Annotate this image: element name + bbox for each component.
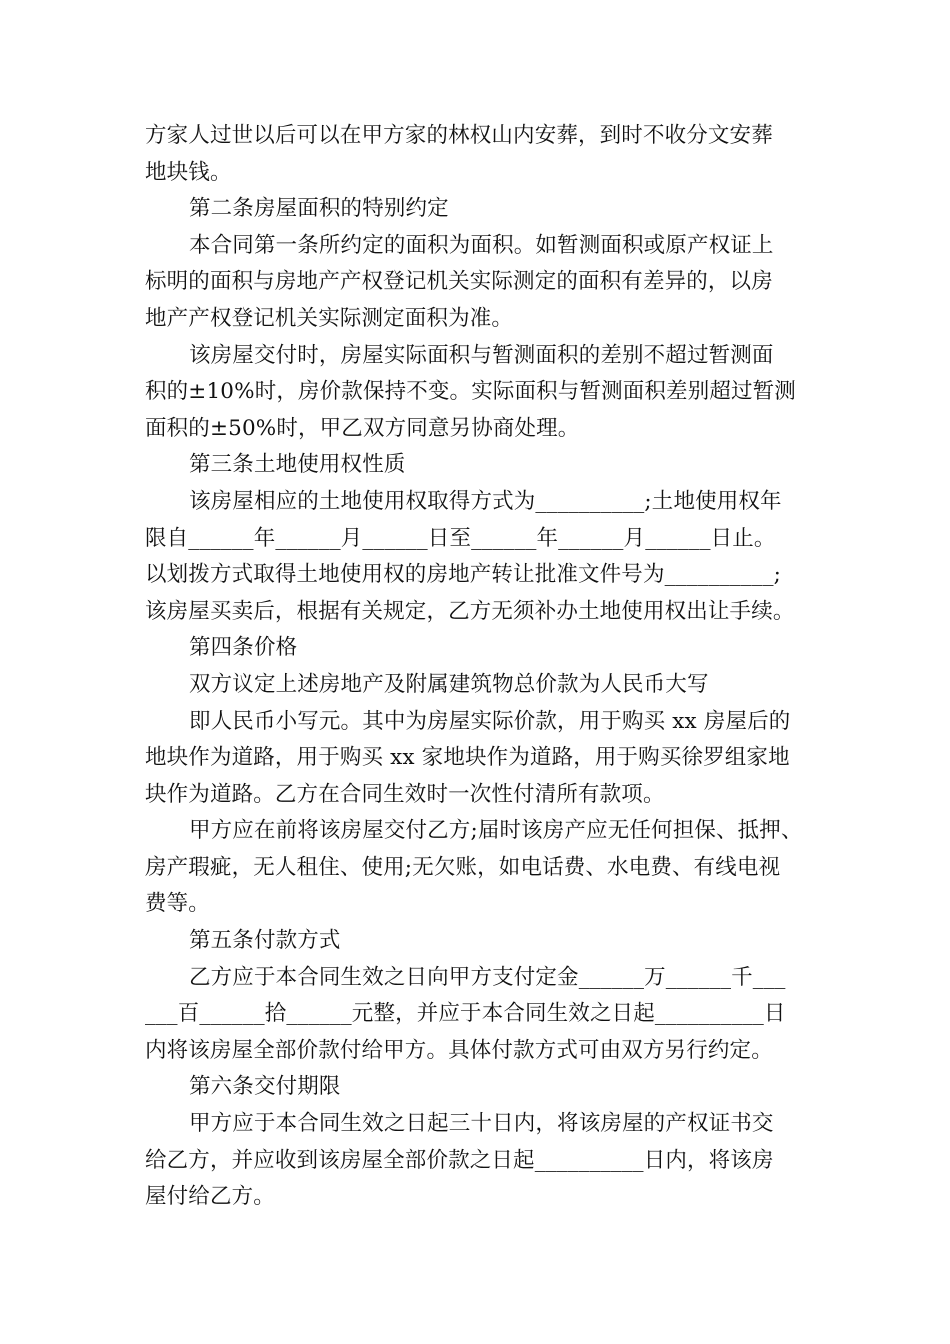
paragraph-start-line: 第三条土地使用权性质 — [189, 452, 406, 478]
paragraph-start-line: 双方议定上述房地产及附属建筑物总价款为人民币大写 — [189, 671, 709, 697]
paragraph-line: 该房屋买卖后，根据有关规定，乙方无须补办土地使用权出让手续。 — [145, 598, 795, 624]
paragraph-line: 费等。 — [145, 891, 210, 917]
paragraph-line: 限自______年______月______日至______年______月______日止。 — [145, 525, 776, 551]
paragraph-line: 内将该房屋全部价款付给甲方。具体付款方式可由双方另行约定。 — [145, 1037, 773, 1063]
paragraph-line: 标明的面积与房地产产权登记机关实际测定的面积有差异的，以房 — [145, 269, 773, 295]
paragraph-line: 屋付给乙方。 — [145, 1184, 275, 1210]
paragraph-start-line: 甲方应在前将该房屋交付乙方;届时该房产应无任何担保、抵押、 — [189, 818, 803, 844]
paragraph-start-line: 甲方应于本合同生效之日起三十日内，将该房屋的产权证书交 — [189, 1111, 774, 1137]
paragraph-start-line: 第五条付款方式 — [189, 928, 341, 954]
paragraph-line: 块作为道路。乙方在合同生效时一次性付清所有款项。 — [145, 781, 665, 807]
paragraph-start-line: 乙方应于本合同生效之日向甲方支付定金______万______千___ — [189, 964, 786, 990]
paragraph-line: 房产瑕疵，无人租住、使用;无欠账，如电话费、水电费、有线电视 — [145, 854, 781, 880]
paragraph-start-line: 第六条交付期限 — [189, 1074, 341, 1100]
paragraph-line: 面积的±50%时，甲乙双方同意另协商处理。 — [145, 415, 580, 441]
contract-text-body — [145, 118, 810, 1216]
paragraph-line: 地产产权登记机关实际测定面积为准。 — [145, 305, 514, 331]
paragraph-line: 以划拨方式取得土地使用权的房地产转让批准文件号为__________; — [145, 562, 781, 588]
paragraph-start-line: 第二条房屋面积的特别约定 — [189, 196, 449, 222]
paragraph-start-line: 该房屋相应的土地使用权取得方式为__________;土地使用权年 — [189, 488, 782, 514]
paragraph-start-line: 该房屋交付时，房屋实际面积与暂测面积的差别不超过暂测面 — [189, 342, 774, 368]
paragraph-line: 方家人过世以后可以在甲方家的林权山内安葬，到时不收分文安葬 — [145, 123, 773, 148]
paragraph-start-line: 第四条价格 — [189, 635, 298, 661]
paragraph-start-line: 即人民币小写元。其中为房屋实际价款，用于购买 xx 房屋后的 — [189, 708, 791, 734]
paragraph-line: 积的±10%时，房价款保持不变。实际面积与暂测面积差别超过暂测 — [145, 379, 796, 405]
paragraph-line: ___百______拾______元整，并应于本合同生效之日起__________日 — [145, 1001, 786, 1027]
paragraph-line: 地块钱。 — [145, 159, 232, 185]
paragraph-start-line: 本合同第一条所约定的面积为面积。如暂测面积或原产权证上 — [189, 232, 774, 258]
paragraph-line: 地块作为道路，用于购买 xx 家地块作为道路，用于购买徐罗组家地 — [145, 745, 790, 771]
paragraph-line: 给乙方，并应收到该房屋全部价款之日起__________日内，将该房 — [145, 1147, 774, 1173]
